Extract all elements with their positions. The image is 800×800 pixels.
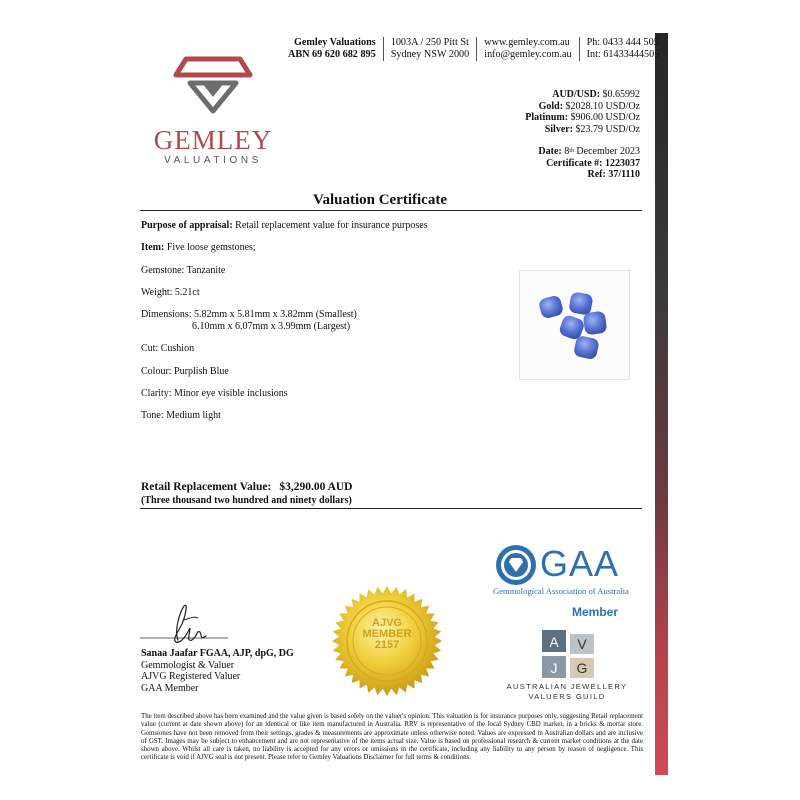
rate-row: AUD/USD: $0.65992 bbox=[552, 89, 640, 100]
signer-name: Sanaa Jaafar FGAA, AJP, dpG, DG bbox=[141, 648, 294, 659]
svg-text:J: J bbox=[550, 660, 558, 676]
dimensions-field: Dimensions: 5.82mm x 5.81mm x 3.82mm (Smallest) 6.10mm x 6.07mm x 3.99mm (Largest) bbox=[141, 309, 357, 333]
ajvg-logo bbox=[506, 628, 628, 701]
ajvg-gold-seal bbox=[331, 585, 443, 697]
signer-role: Gemmologist & Valuer bbox=[141, 659, 235, 671]
diamond-icon bbox=[172, 55, 254, 117]
gaa-full-name: Gemmological Association of Australia bbox=[493, 586, 629, 596]
gaa-emblem-icon bbox=[494, 543, 538, 587]
purpose-field: Purpose of appraisal: Retail replacement value for insurance purposes bbox=[141, 220, 428, 231]
colour-field: Colour: Purplish Blue bbox=[141, 365, 229, 377]
decorative-side-bar bbox=[655, 33, 668, 775]
item-details bbox=[141, 220, 501, 433]
ajvg-name: AUSTRALIAN JEWELLERY VALUERS GUILD bbox=[506, 682, 628, 701]
gaa-letters: GAA bbox=[540, 543, 620, 584]
cut-field: Cut: Cushion bbox=[141, 343, 195, 355]
svg-text:A: A bbox=[549, 634, 559, 650]
svg-text:V: V bbox=[577, 636, 587, 652]
gemley-logo bbox=[148, 55, 278, 167]
retail-value bbox=[141, 481, 352, 493]
item-field: Item: Five loose gemstones; bbox=[141, 242, 256, 254]
seal-text: AJVG MEMBER 2157 bbox=[362, 617, 412, 651]
rate-row: Silver: $23.79 USD/Oz bbox=[544, 123, 640, 135]
signer-role: GAA Member bbox=[141, 682, 199, 694]
value-label: Retail Replacement Value: bbox=[141, 481, 272, 493]
company-block bbox=[288, 37, 383, 61]
gemstone-photo bbox=[519, 270, 630, 380]
clarity-field: Clarity: Minor eye visible inclusions bbox=[141, 388, 288, 400]
weight-field: Weight: 5.21ct bbox=[141, 286, 200, 298]
svg-text:G: G bbox=[576, 660, 588, 676]
signer-details bbox=[141, 648, 294, 694]
email-link[interactable]: info@gemley.com.au bbox=[484, 49, 572, 60]
signer-role: AJVG Registered Valuer bbox=[141, 671, 241, 682]
exchange-rates bbox=[525, 89, 640, 135]
address-line-2: Sydney NSW 2000 bbox=[390, 49, 470, 60]
tone-field: Tone: Medium light bbox=[141, 410, 221, 422]
date-row: Date: 8th December 2023 bbox=[538, 146, 640, 157]
gemstone-field: Gemstone: Tanzanite bbox=[141, 264, 226, 276]
divider bbox=[140, 508, 642, 509]
web-block bbox=[476, 37, 578, 61]
page-title: Valuation Certificate bbox=[312, 192, 447, 208]
gaa-logo bbox=[492, 541, 632, 621]
rate-row: Gold: $2028.10 USD/Oz bbox=[538, 100, 640, 112]
certificate-meta bbox=[538, 146, 640, 181]
gaa-member-label: Member bbox=[572, 605, 619, 619]
disclaimer-text: The item described above has been examined and the value given is based solely on the valuer's opinion. This valuation is for insurance purposes only, suggesting Retail replacement value (current at date shown above) for an identical or like item manufactured in Australia. RRV is representative of the local Sydney CBD market, in a bricks & mortar store. Gemstones have not been removed from their settings, grades & measurements are approximate unless otherwise noted. Values are expressed in Australian dollars and are inclusive of GST. Images may be subject to enhancement and are not representative of the items actual size. Value is based on professional research & current market conditions at the date shown above. Whilst all care is taken, no liability is accepted for any errors or omissions in the certificate, including any liability to any person by reason of negligence. This certificate is void if AJVG seal is not present. Please refer to Gemley Valuations Disclaimer for full terms & conditions. bbox=[141, 713, 643, 762]
divider bbox=[140, 210, 642, 211]
value-amount: $3,290.00 AUD bbox=[279, 481, 353, 493]
ajvg-emblem-icon bbox=[540, 628, 600, 680]
address-block bbox=[383, 37, 477, 61]
reference-number: Ref: 37/1110 bbox=[587, 169, 640, 180]
signature bbox=[140, 600, 290, 650]
phone-block bbox=[579, 37, 667, 61]
company-name: Gemley Valuations bbox=[293, 37, 376, 48]
logo-subtitle: VALUATIONS bbox=[164, 155, 262, 166]
phone-number: Ph: 0433 444 505 bbox=[586, 37, 659, 48]
international-number: Int: 61433444505 bbox=[586, 49, 660, 60]
logo-name: GEMLEY bbox=[153, 125, 273, 155]
contact-header bbox=[288, 37, 666, 61]
address-line-1: 1003A / 250 Pitt St bbox=[390, 37, 469, 48]
rate-row: Platinum: $906.00 USD/Oz bbox=[525, 112, 640, 123]
website-link[interactable]: www.gemley.com.au bbox=[484, 37, 570, 48]
value-in-words: (Three thousand two hundred and ninety dollars) bbox=[141, 495, 352, 506]
certificate-number: Certificate #: 1223037 bbox=[546, 157, 640, 169]
company-abn: ABN 69 620 682 895 bbox=[288, 49, 376, 60]
